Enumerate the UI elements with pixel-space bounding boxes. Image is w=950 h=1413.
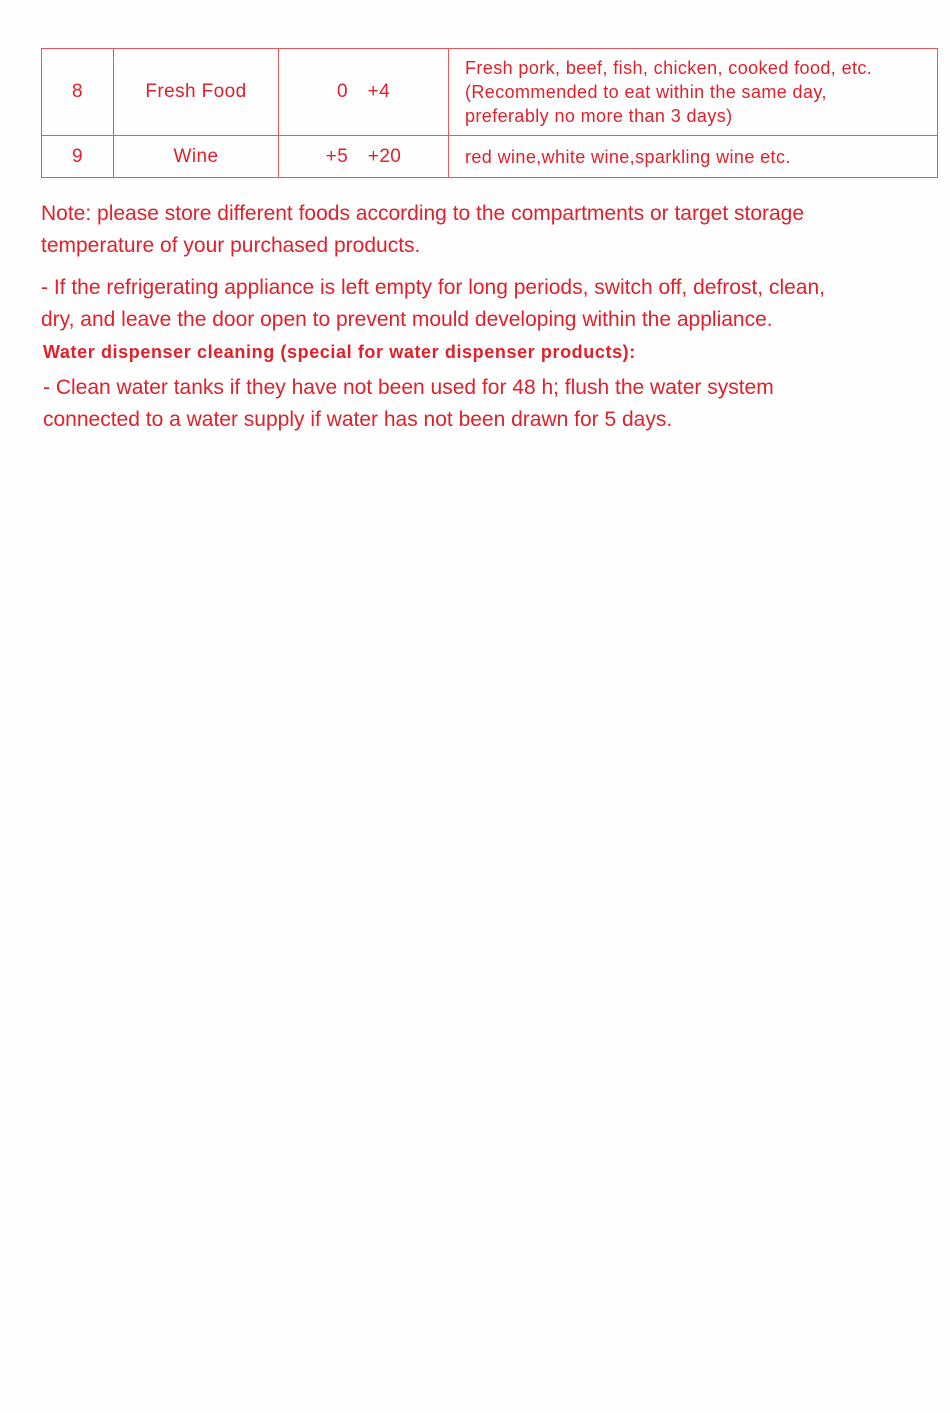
instruction-line: connected to a water supply if water has not been drawn for 5 days.: [43, 408, 673, 431]
instruction-line: - Clean water tanks if they have not been used for 48 h; flush the water system: [43, 376, 774, 399]
storage-note: [41, 198, 921, 262]
water-dispenser-instructions: [43, 372, 923, 436]
note-line: temperature of your purchased products.: [41, 234, 421, 257]
description-line: (Recommended to eat within the same day,: [465, 82, 827, 102]
description-line: preferably no more than 3 days): [465, 106, 733, 126]
warning-line: - If the refrigerating appliance is left empty for long periods, switch off, defrost, clean,: [41, 276, 826, 299]
compartment-temperature: +5 +20: [279, 136, 449, 178]
compartment-number: 9: [42, 136, 114, 178]
warning-line: dry, and leave the door open to prevent mould developing within the appliance.: [41, 308, 773, 331]
compartment-number: 8: [42, 49, 114, 136]
description-line: Fresh pork, beef, fish, chicken, cooked food, etc.: [465, 58, 873, 78]
compartment-name: Wine: [114, 136, 279, 178]
empty-appliance-warning: [41, 272, 921, 336]
compartment-description: [449, 49, 938, 136]
storage-table: [41, 48, 938, 178]
table-row: [42, 136, 938, 178]
compartment-name: Fresh Food: [114, 49, 279, 136]
compartment-temperature: 0 +4: [279, 49, 449, 136]
water-dispenser-heading: Water dispenser cleaning (special for water dispenser products):: [43, 342, 636, 362]
description-line: red wine,white wine,sparkling wine etc.: [465, 146, 791, 167]
compartment-description: [449, 136, 938, 178]
note-line: Note: please store different foods according to the compartments or target storage: [41, 202, 805, 225]
table-row: [42, 49, 938, 136]
